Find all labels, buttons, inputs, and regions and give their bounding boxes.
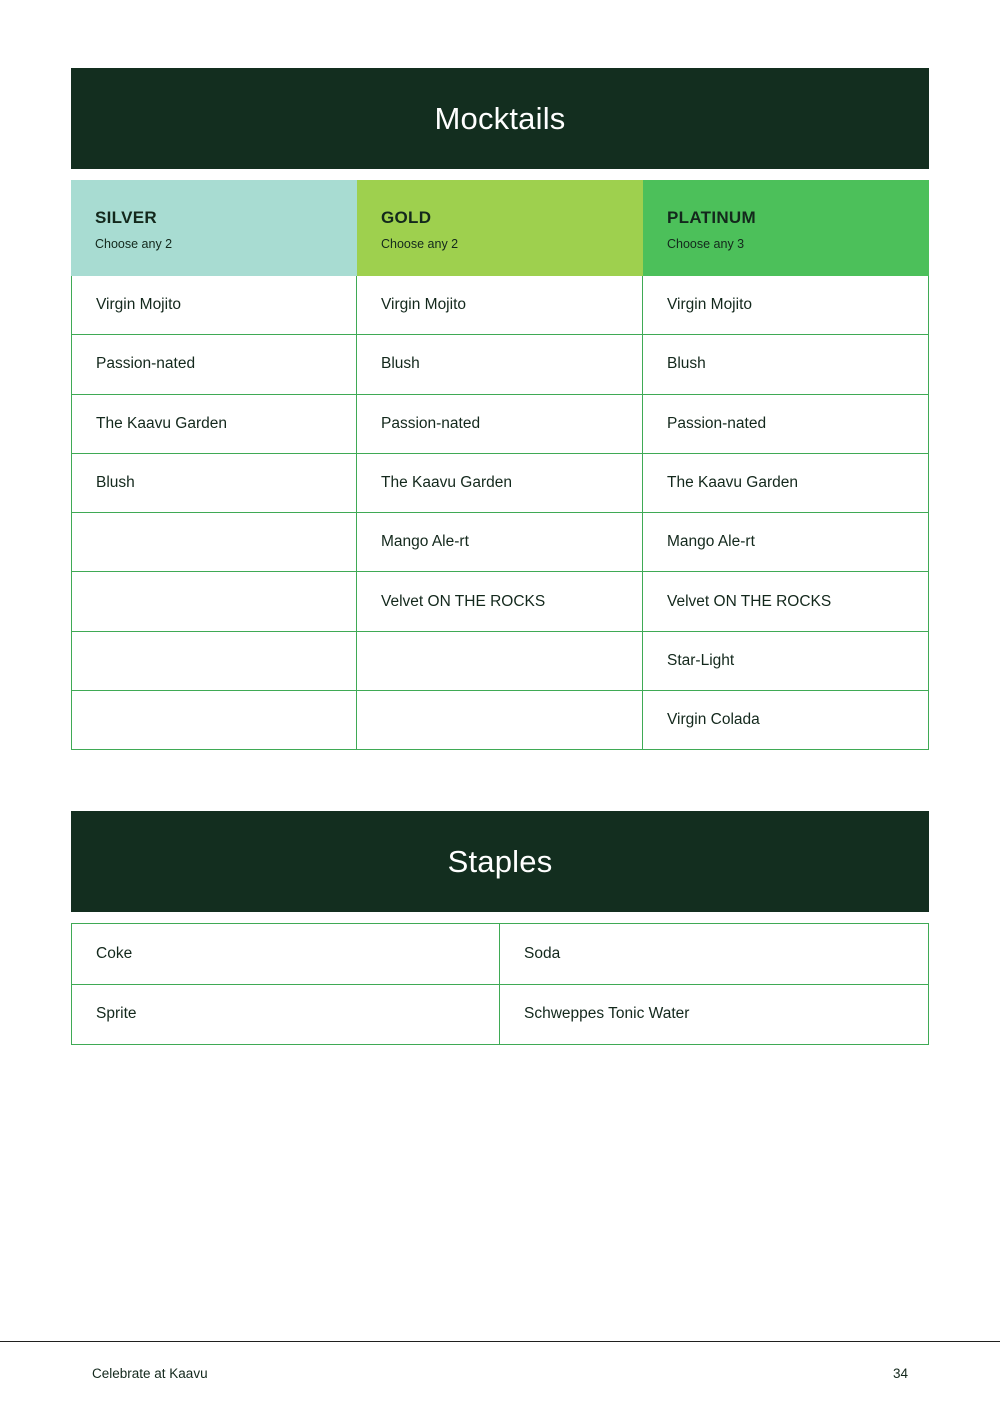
footer-divider [0,1341,1000,1342]
staples-cell: Sprite [72,985,500,1045]
tier-column-platinum [643,180,929,750]
table-row: Star-Light [643,632,928,691]
table-row: Passion-nated [72,335,356,394]
staples-cell: Soda [524,944,561,962]
page-footer [92,1366,908,1381]
tier-header-silver [71,180,357,276]
section-banner-mocktails [71,68,929,169]
table-row: The Kaavu Garden [72,395,356,454]
section-banner-staples [71,811,929,912]
tier-body-platinum [643,276,929,750]
table-row [72,572,356,631]
staples-cell: Schweppes Tonic Water [524,1005,690,1023]
tier-subtitle-silver: Choose any 2 [95,237,173,251]
tier-subtitle-platinum: Choose any 3 [667,237,745,251]
tier-name-platinum: PLATINUM [667,208,756,227]
tier-body-gold [357,276,643,750]
table-row: Passion-nated [643,395,928,454]
tier-name-silver: SILVER [95,208,157,227]
table-row: The Kaavu Garden [357,454,642,513]
table-row: Mango Ale-rt [643,513,928,572]
mocktails-tier-table [71,180,929,750]
table-row [72,691,356,750]
tier-subtitle-gold: Choose any 2 [381,237,459,251]
footer-brand: Celebrate at Kaavu [92,1366,208,1381]
table-row [72,924,928,985]
tier-column-silver [71,180,357,750]
page-number: 34 [892,1366,908,1381]
tier-column-gold [357,180,643,750]
staples-table [71,923,929,1045]
table-row: Mango Ale-rt [357,513,642,572]
table-row: The Kaavu Garden [643,454,928,513]
table-row: Blush [643,335,928,394]
table-row [357,632,642,691]
table-row: Virgin Mojito [643,276,928,335]
table-row: Velvet ON THE ROCKS [357,572,642,631]
table-row [72,513,356,572]
table-row [72,985,928,1045]
section-title-mocktails: Mocktails [434,100,566,136]
table-row: Virgin Mojito [357,276,642,335]
tier-header-platinum [643,180,929,276]
table-row: Passion-nated [357,395,642,454]
tier-header-gold [357,180,643,276]
table-row: Velvet ON THE ROCKS [643,572,928,631]
table-row: Virgin Mojito [72,276,356,335]
table-row [72,632,356,691]
section-title-staples: Staples [447,843,553,879]
staples-cell: Coke [72,924,500,984]
table-row: Blush [357,335,642,394]
table-row: Virgin Colada [643,691,928,750]
tier-body-silver [71,276,357,750]
table-row: Blush [72,454,356,513]
table-row [357,691,642,750]
tier-name-gold: GOLD [381,208,432,227]
